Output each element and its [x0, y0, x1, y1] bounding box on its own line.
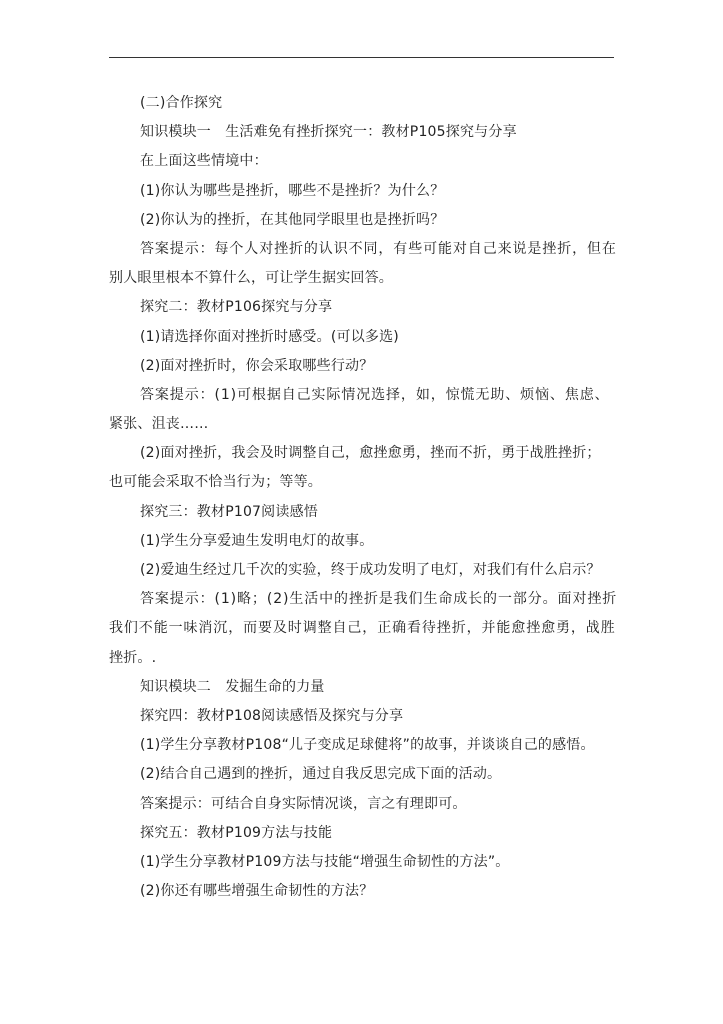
document-body [109, 89, 629, 906]
answer-line: 答案提示：每个人对挫折的认识不同，有些可能对自己来说是挫折，但在 [140, 240, 617, 257]
paragraph-line: 在上面这些情境中： [140, 153, 268, 170]
question-line: (2)你认为的挫折，在其他同学眼里也是挫折吗？ [140, 211, 445, 228]
question-line: (2)你还有哪些增强生命韧性的方法？ [140, 883, 374, 900]
exploration-heading: 探究五：教材P109方法与技能 [140, 824, 333, 841]
question-line: (2)面对挫折时，你会采取哪些行动？ [140, 357, 374, 374]
answer-line: 我们不能一味消沉，而要及时调整自己，正确看待挫折，并能愈挫愈勇，战胜 [109, 620, 616, 637]
question-line: (1)学生分享教材P108“儿子变成足球健将”的故事，并谈谈自己的感悟。 [140, 737, 595, 754]
question-line: (1)请选择你面对挫折时感受。(可以多选) [140, 328, 399, 345]
header-rule [109, 57, 614, 58]
exploration-heading: 探究四：教材P108阅读感悟及探究与分享 [140, 707, 404, 724]
exploration-heading: 探究三：教材P107阅读感悟 [140, 503, 318, 520]
module-heading: 知识模块一 生活难免有挫折探究一：教材P105探究与分享 [140, 124, 517, 141]
module-heading: 知识模块二 发掘生命的力量 [140, 678, 325, 695]
question-line: (2)结合自己遇到的挫折，通过自我反思完成下面的活动。 [140, 766, 502, 783]
section-heading: (二)合作探究 [140, 95, 223, 111]
answer-line: (2)面对挫折，我会及时调整自己，愈挫愈勇，挫而不折，勇于战胜挫折； [140, 445, 601, 462]
answer-line: 紧张、沮丧…… [109, 416, 209, 433]
exploration-heading: 探究二：教材P106探究与分享 [140, 299, 333, 316]
question-line: (1)你认为哪些是挫折，哪些不是挫折？为什么？ [140, 182, 445, 199]
answer-line: 答案提示：(1)可根据自己实际情况选择，如，惊慌无助、烦恼、焦虑、 [140, 386, 610, 403]
question-line: (1)学生分享教材P109方法与技能“增强生命韧性的方法”。 [140, 853, 510, 870]
answer-line: 别人眼里根本不算什么，可让学生据实回答。 [109, 270, 393, 287]
answer-line: 答案提示：可结合自身实际情况谈，言之有理即可。 [140, 795, 467, 812]
question-line: (1)学生分享爱迪生发明电灯的故事。 [140, 532, 374, 549]
question-line: (2)爱迪生经过几千次的实验，终于成功发明了电灯，对我们有什么启示？ [140, 562, 601, 578]
answer-line: 也可能会采取不恰当行为；等等。 [109, 474, 322, 491]
answer-line: 答案提示：(1)略；(2)生活中的挫折是我们生命成长的一部分。面对挫折 [140, 591, 618, 608]
answer-line: 挫折。. [109, 649, 157, 666]
